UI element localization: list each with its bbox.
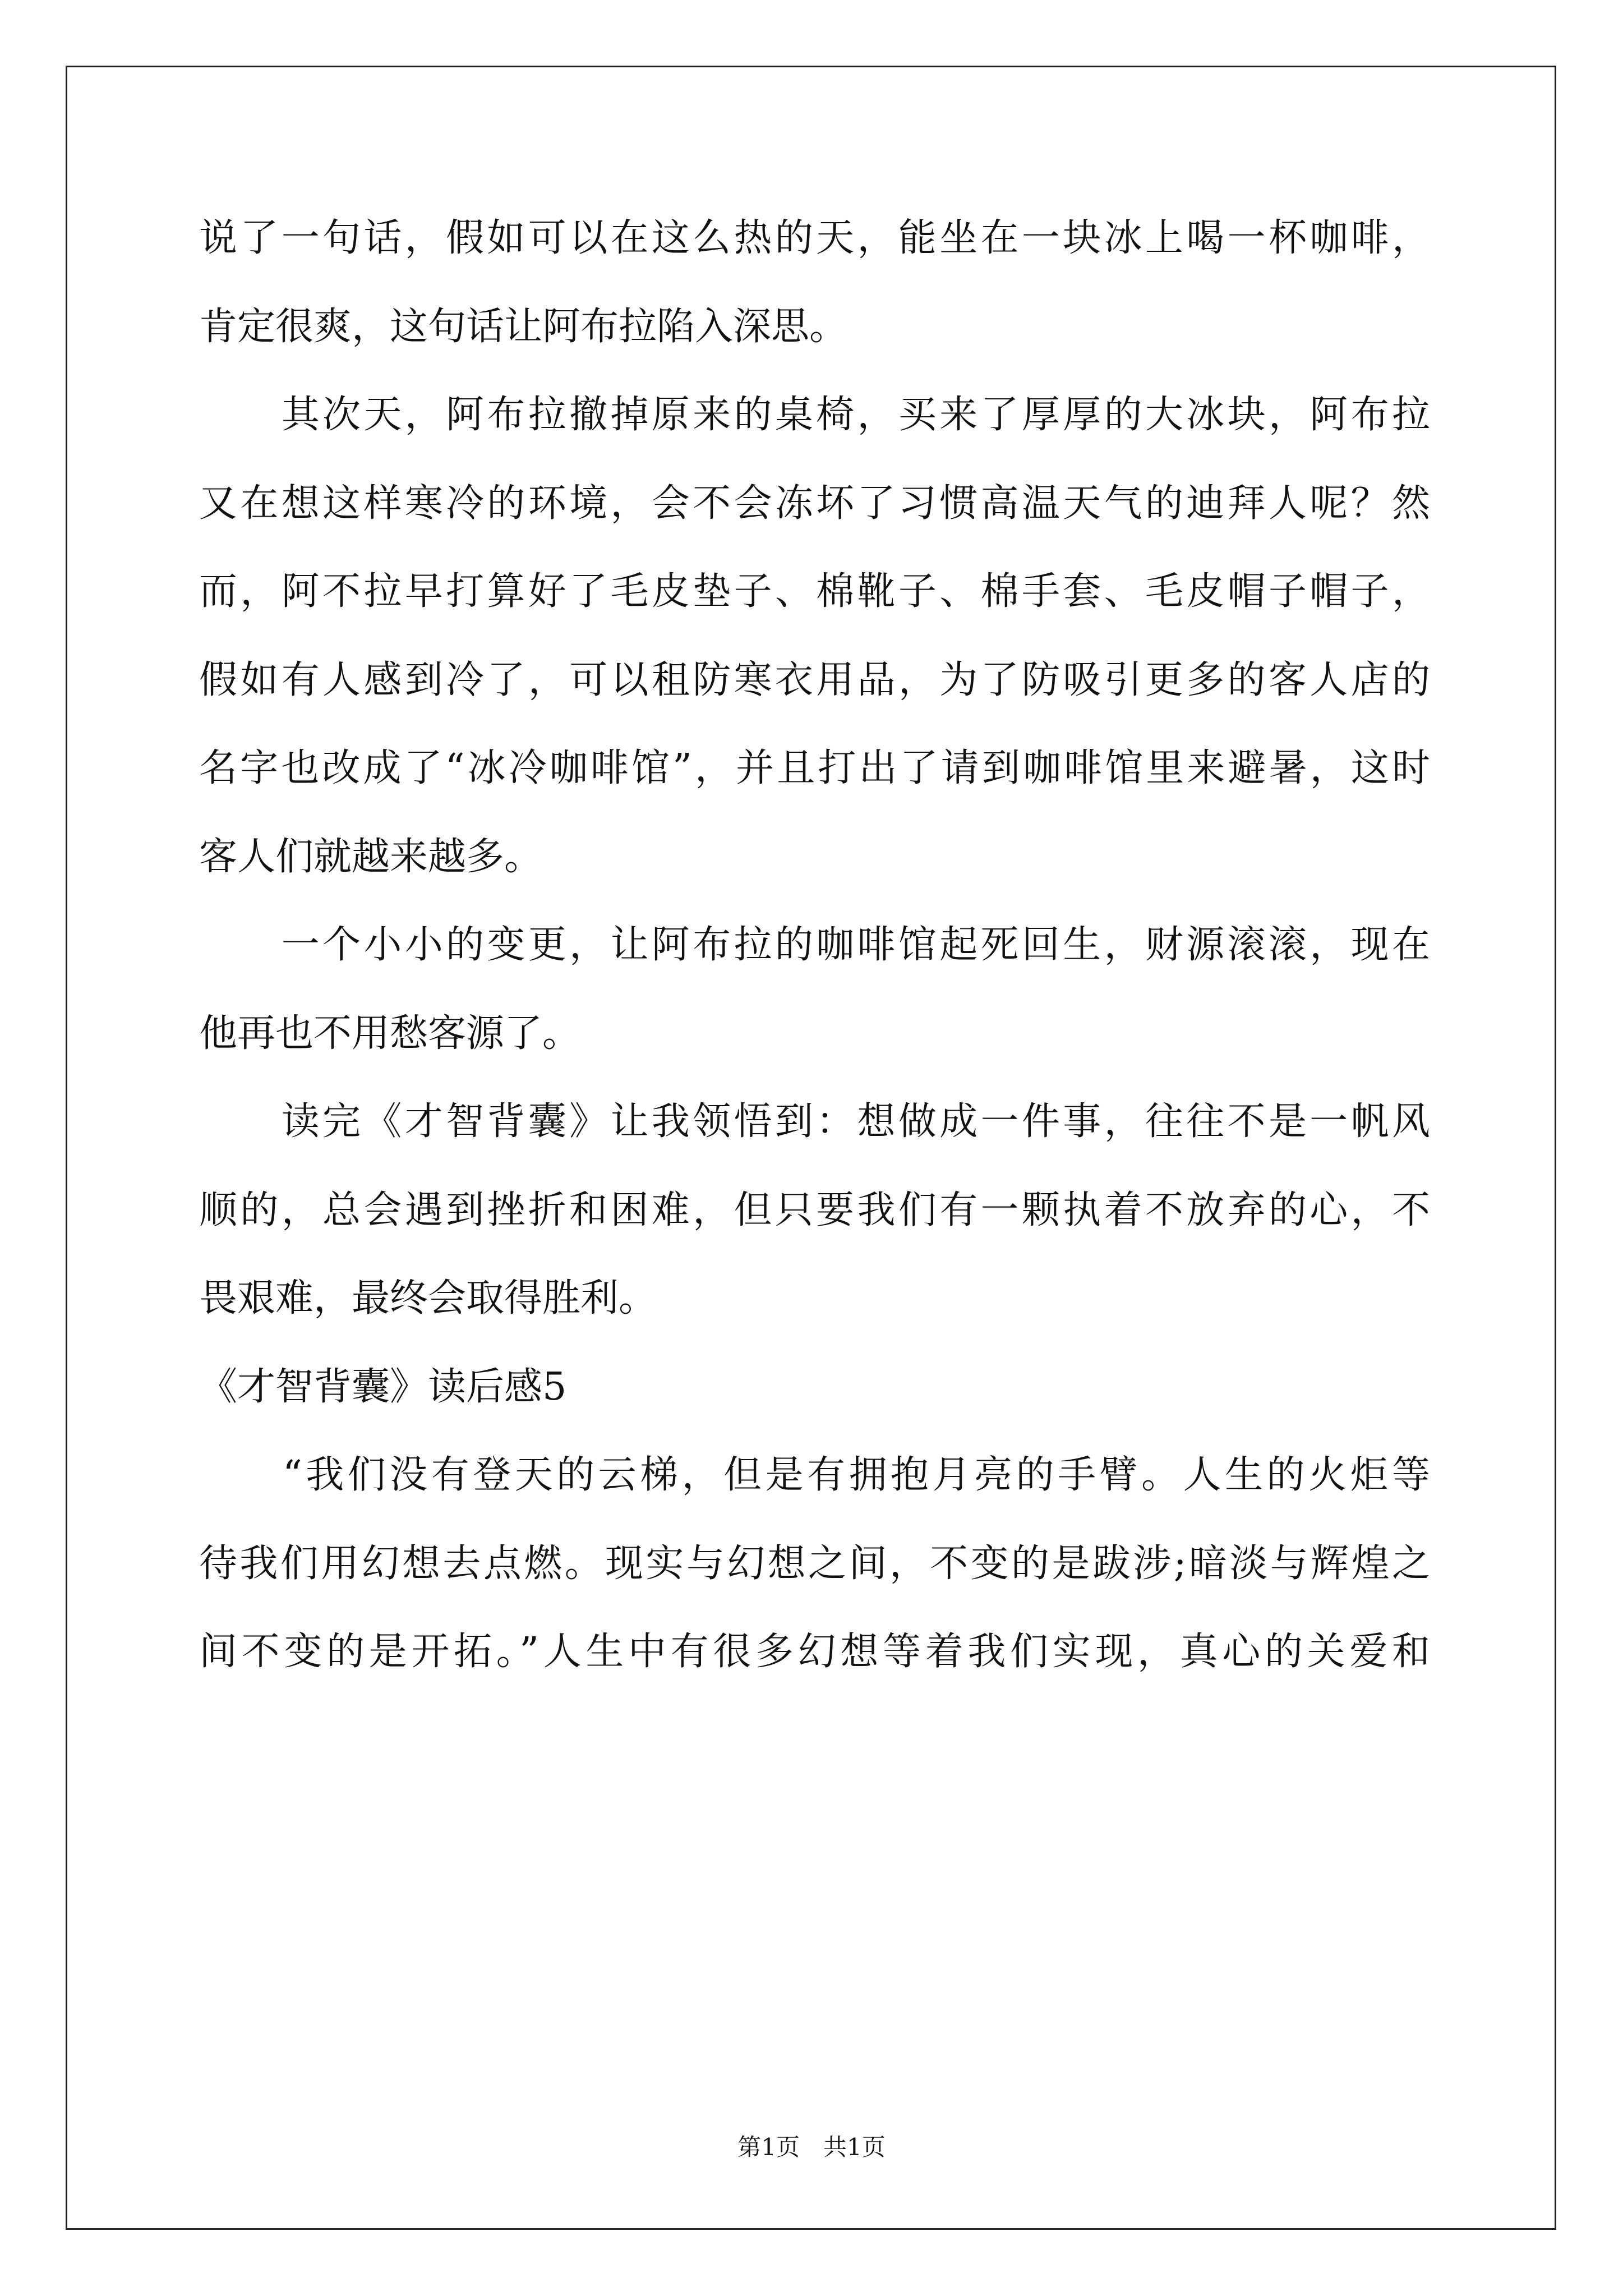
text-line: 其次天，阿布拉撤掉原来的桌椅，买来了厚厚的大冰块，阿布拉 (199, 393, 1430, 437)
text-line: 又在想这样寒冷的环境，会不会冻坏了习惯高温天气的迪拜人呢？然 (199, 481, 1430, 526)
text-line: 待我们用幻想去点燃。现实与幻想之间，不变的是跋涉;暗淡与辉煌之 (199, 1541, 1430, 1586)
text-line: 顺的，总会遇到挫折和困难，但只要我们有一颗执着不放弃的心，不 (199, 1188, 1430, 1232)
text-line: 说了一句话，假如可以在这么热的天，能坐在一块冰上喝一杯咖啡， (199, 216, 1430, 260)
text-line: 肯定很爽，这句话让阿布拉陷入深思。 (199, 304, 848, 349)
text-line: 而，阿不拉早打算好了毛皮垫子、棉靴子、棉手套、毛皮帽子帽子， (199, 569, 1430, 614)
text-line: 客人们就越来越多。 (199, 834, 543, 879)
text-line: 假如有人感到冷了，可以租防寒衣用品，为了防吸引更多的客人店的 (199, 657, 1430, 702)
text-line: “我们没有登天的云梯，但是有拥抱月亮的手臂。人生的火炬等 (199, 1453, 1430, 1497)
text-line: 一个小小的变更，让阿布拉的咖啡馆起死回生，财源滚滚，现在 (199, 923, 1430, 967)
page-footer: 第1页 共1页 (737, 2133, 886, 2161)
text-line: 他再也不用愁客源了。 (199, 1011, 581, 1056)
text-line: 名字也改成了“冰冷咖啡馆”，并且打出了请到咖啡馆里来避暑，这时 (199, 746, 1430, 790)
text-line: 畏艰难，最终会取得胜利。 (199, 1276, 657, 1320)
text-line: 读完《才智背囊》让我领悟到：想做成一件事，往往不是一帆风 (199, 1099, 1430, 1144)
text-line: 《才智背囊》读后感5 (199, 1364, 567, 1409)
text-line: 间不变的是开拓。”人生中有很多幻想等着我们实现，真心的关爱和 (199, 1630, 1430, 1674)
